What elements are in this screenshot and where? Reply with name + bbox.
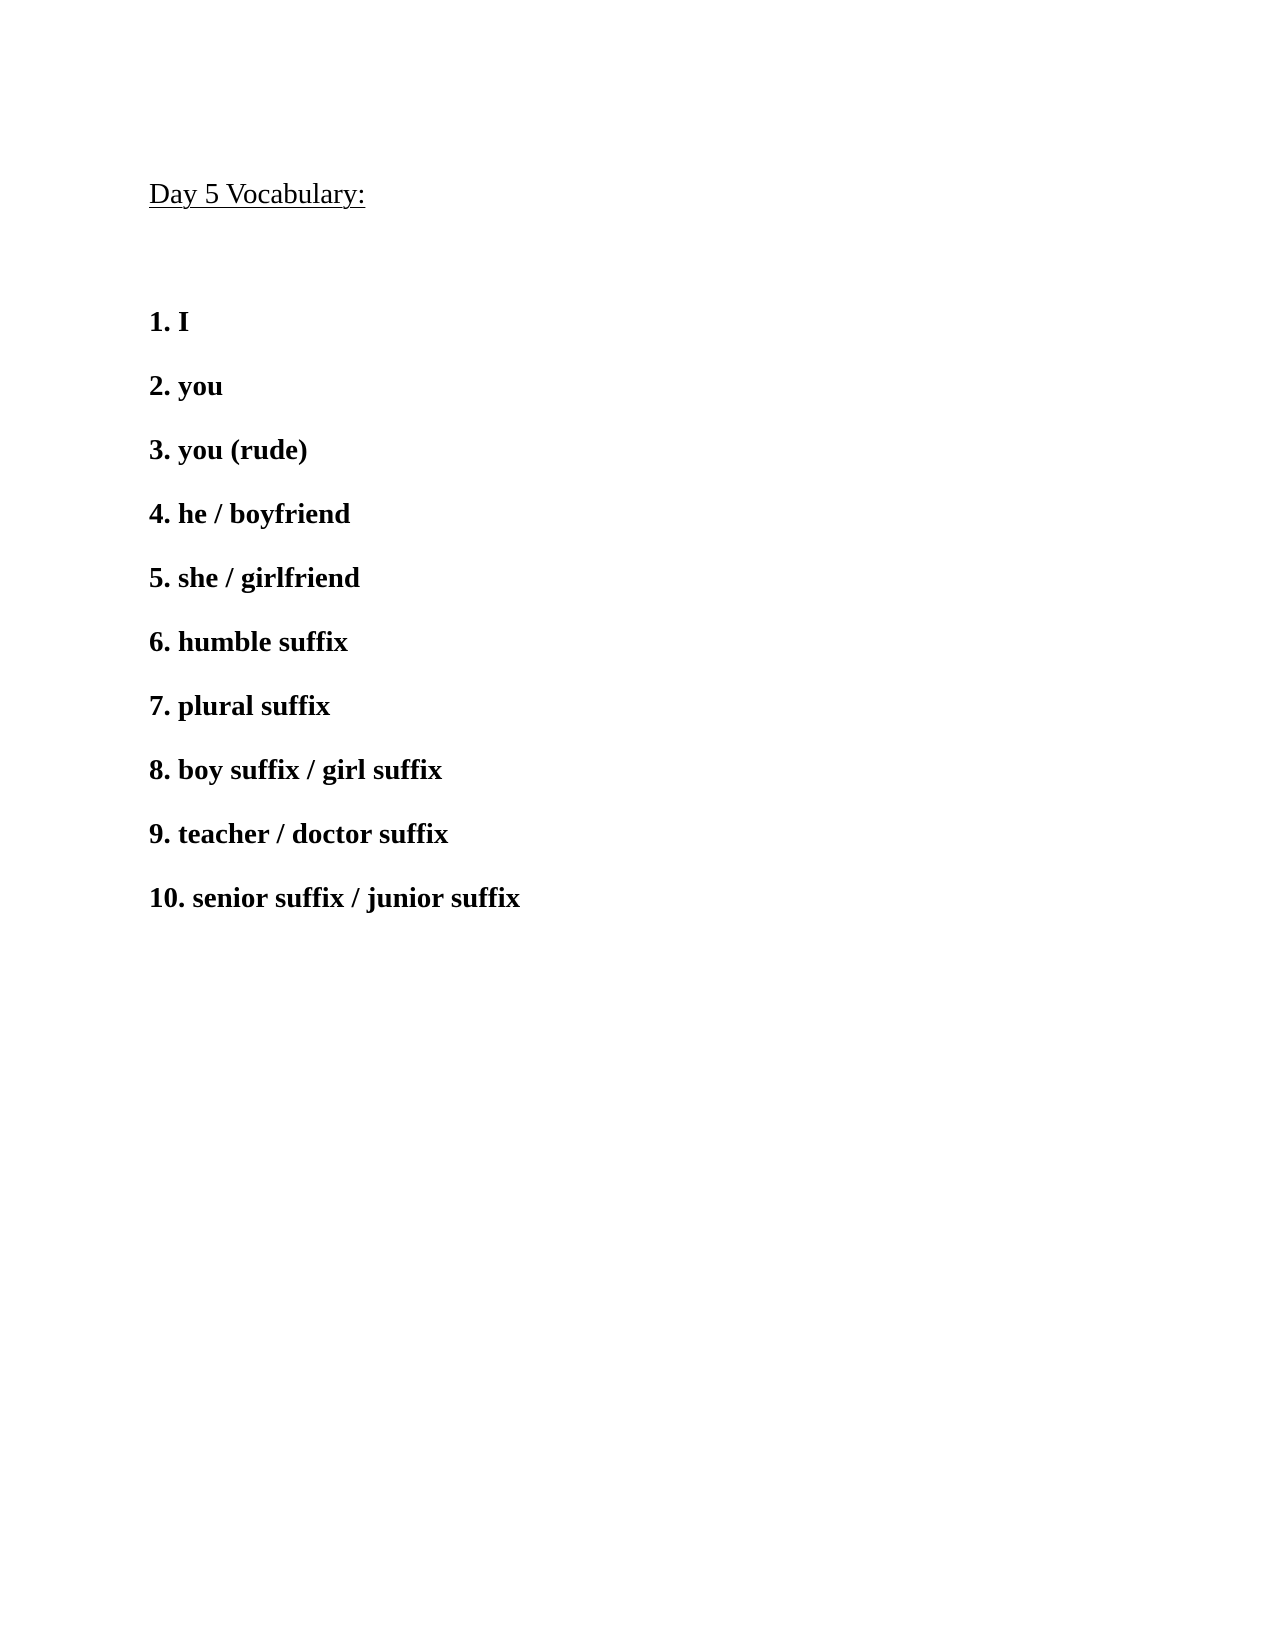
vocabulary-item: 8. boy suffix / girl suffix — [149, 754, 443, 786]
vocabulary-item: 2. you — [149, 370, 224, 402]
vocabulary-item: 4. he / boyfriend — [149, 498, 351, 530]
vocabulary-item: 3. you (rude) — [149, 434, 308, 466]
vocabulary-list — [149, 304, 520, 944]
vocabulary-item: 9. teacher / doctor suffix — [149, 818, 449, 850]
page-title: Day 5 Vocabulary: — [149, 178, 366, 210]
vocabulary-item: 10. senior suffix / junior suffix — [149, 882, 521, 914]
vocabulary-item: 1. I — [149, 306, 190, 338]
vocabulary-item: 7. plural suffix — [149, 690, 331, 722]
vocabulary-item: 5. she / girlfriend — [149, 562, 361, 594]
vocabulary-item: 6. humble suffix — [149, 626, 349, 658]
